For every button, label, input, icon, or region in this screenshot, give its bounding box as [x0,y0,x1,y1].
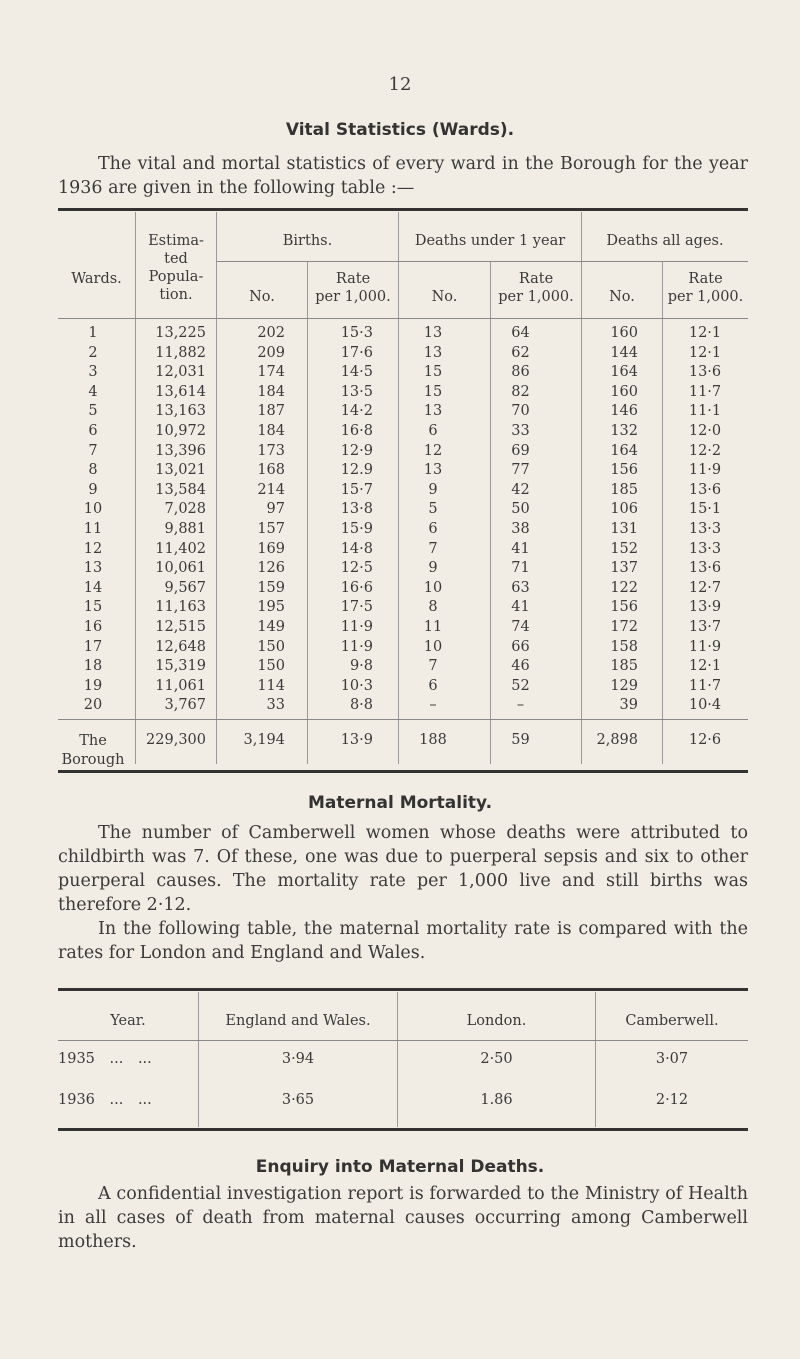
table-cell: 33 [511,423,530,439]
table-cell: 6 [428,423,438,439]
section-title-enquiry: Enquiry into Maternal Deaths. [255,1157,545,1177]
table-cell: 18 [83,658,103,675]
table-cell: 13 [83,560,103,577]
table-cell: 11·9 [688,462,722,479]
header-wards: Wards. [71,271,122,287]
table-cell: 15 [83,599,103,616]
table-cell: 172 [610,619,638,635]
table-cell: 160 [610,383,638,400]
table-cell: 7 [428,658,438,675]
table-cell: 150 [257,658,285,675]
table-cell: 15,319 [155,658,206,675]
table-cell: 184 [257,383,285,400]
table-cell: 131 [610,521,638,537]
table-cell: 14 [83,579,103,596]
table-cell: 168 [257,462,285,479]
header-births-rate: Rate per 1,000. [315,271,391,305]
table-cell: 3,767 [164,697,206,714]
table-cell: 97 [266,501,285,518]
table-cell: 10·4 [688,697,722,714]
table-bottom-rule [58,770,748,773]
section-title-vital-statistics: Vital Statistics (Wards). [285,120,515,140]
table-cell: 3 [88,364,98,381]
table-cell: 70 [511,403,530,420]
table-cell: 157 [257,521,285,537]
table-cell: 184 [257,423,285,439]
table-row [58,560,748,580]
table-cell: 173 [257,442,285,459]
table-cell: 187 [257,403,285,420]
table-row [58,345,748,365]
table-cell: 13·6 [688,560,722,577]
table-cell: 46 [511,658,530,675]
table-cell: 7 [88,442,98,459]
table-cell: 38 [511,521,530,537]
table-cell: 156 [610,462,638,479]
table-cell: 132 [610,423,638,439]
total-label: The Borough [61,733,125,768]
table-cell: 13·3 [688,540,722,557]
table-cell: 41 [511,599,530,616]
table-cell: 13,163 [155,403,206,420]
table-cell: 11·7 [688,383,722,400]
table-row-borough-total: The Borough 229,300 3,194 13·9 188 59 2,898 12·6 [58,732,748,752]
table-cell: 169 [257,540,285,557]
table-row [58,482,748,502]
table-cell: 10 [423,638,443,655]
table-cell: 12·2 [688,442,722,459]
table-row [58,462,748,482]
table-cell: 13·6 [688,364,722,381]
table-cell: 15 [423,364,443,381]
table-cell: 126 [257,560,285,577]
table-cell: 13,584 [155,481,206,498]
table-row [58,423,748,443]
table-cell: 11,402 [155,540,206,557]
table-cell: 41 [511,540,530,557]
table-cell: 12·1 [688,344,722,361]
table-cell: 11,163 [155,599,206,616]
maternal-paragraph: The number of Camberwell women whose deaths were attributed to childbirth was 7. Of these, one was due to puerperal sepsis and six to other puerperal causes. The mortality rate per 1,000 live and still births was therefore 2·12. In the following table, the maternal mortality rate is compared with the rates for London and England and Wales. [58,823,748,963]
table-cell: 13·9 [688,599,722,616]
table-cell: 50 [511,501,530,518]
table-cell: 13,225 [155,325,206,341]
table-cell: 12·9 [340,442,373,459]
table-cell: 195 [257,599,285,616]
table-cell: 144 [610,344,638,361]
table-cell: 13·5 [340,383,373,400]
table-cell: 12,031 [155,364,206,381]
table-cell: 13 [423,403,443,420]
table-cell: 10 [83,501,103,518]
section-title-maternal-mortality: Maternal Mortality. [307,793,493,813]
table-cell: 8·8 [349,697,373,714]
table-cell: 202 [257,325,285,341]
table-cell: 106 [610,501,638,518]
enquiry-paragraph: A confidential investigation report is forwarded to the Ministry of Health in all cases of death from maternal causes occurring among Camberwell mothers. [58,1184,748,1252]
table-cell: 42 [511,481,530,498]
table-cell: 62 [511,344,530,361]
table-cell: 17·5 [340,599,373,616]
table-row [58,403,748,423]
table-cell: 150 [257,638,285,655]
header-births: Births. [282,233,333,249]
table-cell: 12,515 [155,619,206,635]
intro-paragraph: The vital and mortal statistics of every ward in the Borough for the year 1936 are given in the following table :— [58,154,748,198]
table-cell: 185 [610,658,638,675]
table-row [58,678,748,698]
table-row [58,599,748,619]
table-cell: 12,648 [155,638,206,655]
table-cell: 33 [266,697,285,714]
table-cell: 16 [83,619,103,635]
table-cell: 16·6 [340,579,373,596]
table-cell: 11 [83,521,103,537]
table-row [58,619,748,639]
table-cell: 86 [511,364,530,381]
table-cell: 11·7 [688,677,722,694]
header-infant-rate: Rate per 1,000. [498,271,574,305]
table-row [58,325,748,345]
table-cell: 6 [428,677,438,694]
table-cell: 12 [83,540,103,557]
table-cell: 82 [511,383,530,400]
table-cell: 9 [428,481,438,498]
table-row [58,443,748,463]
table-cell: 137 [610,560,638,577]
table-cell: 71 [511,560,530,577]
table-cell: 69 [511,442,530,459]
table-cell: 12·5 [340,560,373,577]
table-cell: 174 [257,364,285,381]
table-cell: 16·8 [340,423,373,439]
table-cell: 12 [423,442,443,459]
header-deaths-under-1: Deaths under 1 year [414,233,566,249]
table-cell: 160 [610,325,638,341]
table-cell: 13 [423,325,443,341]
table-cell: 9 [88,481,98,498]
table-cell: 15·9 [340,521,373,537]
table-cell: 13·7 [688,619,722,635]
table-row [58,541,748,561]
document-page: 12 Vital Statistics (Wards). The vital and mortal statistics of every ward in the Borough for the year 1936 are given in the following table :— Wards. Estima- ted Popula- tion. Births. Deaths under 1 year Deaths all ages. No. Rate per 1,000. No. Rate per 1,000. No. Rate per 1,000. 1 13,225 202 15·3 13 64 160 12·1 2 11,882 209 17·6 13 62 144 12·1 3 12,031 174 14·5 15 86 164 13·6 4 13,614 184 13·5 15 82 160 11·7 5 13,163 187 14·2 13 70 146 11·1 6 10,972 184 16·8 6 33 132 12·0 7 13,396 173 12·9 12 69 164 12·2 8 13,021 168 12.9 13 77 156 11·9 9 13,584 214 15·7 9 42 185 13·6 10 7,028 97 13·8 5 50 106 15·1 11 9,881 157 15·9 6 38 131 13·3 12 11,402 169 14·8 7 41 152 13·3 13 10,061 126 12·5 9 71 137 13·6 14 9,567 159 16·6 10 63 122 12·7 15 11,163 195 17·5 8 41 156 13·9 16 12,515 149 11·9 11 74 172 13·7 17 12,648 150 11·9 10 66 158 11·9 18 15,319 150 9·8 7 46 185 12·1 19 11,061 114 10·3 6 52 129 11·7 20 3,767 33 8·8 – – 39 10·4 The Borough 229,300 3,194 13·9 188 59 2,898 12·6 Maternal Mortality. The number of Camberwell women whose deaths were attributed to childbirth was 7. Of these, one was due to puerperal sepsis and six to other puerperal causes. The mortality rate per 1,000 live and still births was therefore 2·12. In the following table, the maternal mortality rate is compared with the rates for London and England and Wales. Year. England and Wales. London. Camberwell. 1935 ... ... 3·94 2·50 3·07 1936 ... ... 3·65 1.86 2·12 Enquiry into Maternal Deaths. A confidential investigation report is forwarded to the Ministry of Health in all cases of death from maternal causes occurring among Camberwell mothers. [0,0,800,1359]
table-cell: 158 [610,638,638,655]
table-cell: 64 [511,325,530,341]
table-cell: 12·0 [688,423,722,439]
table-cell: – [429,697,437,714]
table-row [58,697,748,717]
header-population: Estima- ted Popula- tion. [148,233,204,303]
header-year: Year. [110,1013,146,1029]
table-cell: 74 [511,619,530,635]
table-top-rule [58,208,748,211]
header-births-no: No. [249,289,275,305]
table-cell: 114 [257,677,285,694]
header-all-no: No. [609,289,635,305]
table-row [58,364,748,384]
header-camberwell: Camberwell. [625,1013,719,1029]
table-cell: 214 [257,481,285,498]
table-cell: 15·1 [688,501,722,518]
table-cell: – [516,697,525,714]
table-cell: 164 [610,364,638,381]
table-cell: 14·8 [340,540,373,557]
header-infant-no: No. [431,289,458,305]
table-cell: 15·3 [340,325,373,341]
table-row [58,501,748,521]
table-cell: 11,061 [155,677,206,694]
table-cell: 12·1 [688,658,722,675]
table-cell: 13,021 [155,462,206,479]
table-cell: 8 [88,462,98,479]
table-cell: 11 [423,619,443,635]
table-cell: 13,396 [155,442,206,459]
table-cell: 13 [423,462,443,479]
table-cell: 146 [610,403,638,420]
table-cell: 7 [428,540,438,557]
table-cell: 20 [83,697,103,714]
header-all-rate: Rate per 1,000. [667,271,744,305]
table-cell: 9,567 [164,579,206,596]
table-cell: 164 [610,442,638,459]
table-row [58,580,748,600]
table-cell: 129 [610,677,638,694]
table-cell: 4 [88,383,98,400]
table-cell: 52 [511,677,530,694]
table-cell: 15·7 [340,481,373,498]
table-cell: 10·3 [340,677,373,694]
table-cell: 17 [83,638,103,655]
table-cell: 5 [428,501,438,518]
table-cell: 12·7 [688,579,722,596]
table-cell: 1 [88,325,98,341]
table-row [58,384,748,404]
table-cell: 11·9 [340,619,373,635]
table-cell: 63 [511,579,530,596]
table-cell: 17·6 [340,344,373,361]
table-cell: 152 [610,540,638,557]
table-cell: 77 [511,462,530,479]
table-cell: 9,881 [164,521,206,537]
table-cell: 159 [257,579,285,596]
table-cell: 12·1 [688,325,722,341]
header-deaths-all-ages: Deaths all ages. [606,233,724,249]
table-cell: 15 [423,383,443,400]
table-cell: 10,972 [155,423,206,439]
table-cell: 39 [619,697,638,714]
table-cell: 11·1 [688,403,722,420]
table-cell: 12.9 [340,462,373,479]
table-cell: 11,882 [155,344,206,361]
table-cell: 8 [428,599,438,616]
table-cell: 10 [423,579,443,596]
table-row [58,639,748,659]
table-cell: 19 [83,677,103,694]
table-cell: 2 [88,344,98,361]
table-cell: 6 [88,423,98,439]
header-england-wales: England and Wales. [225,1013,371,1029]
table-cell: 14·2 [340,403,373,420]
table-cell: 209 [257,344,285,361]
table-cell: 122 [610,579,638,596]
table-cell: 14·5 [340,364,373,381]
page-number: 12 [388,74,412,95]
table-cell: 185 [610,481,638,498]
table-cell: 9 [428,560,438,577]
table-cell: 149 [257,619,285,635]
table-cell: 7,028 [164,501,206,518]
table-cell: 5 [88,403,98,420]
table-cell: 156 [610,599,638,616]
table-cell: 11·9 [340,638,373,655]
table-cell: 13·8 [340,501,373,518]
table-row [58,521,748,541]
table-cell: 66 [511,638,530,655]
table-cell: 6 [428,521,438,537]
table-cell: 13 [423,344,443,361]
header-london: London. [466,1013,527,1029]
table-cell: 13,614 [155,383,206,400]
table-cell: 11·9 [688,638,722,655]
table-row [58,658,748,678]
table-cell: 10,061 [155,560,206,577]
table-cell: 13·6 [688,481,722,498]
table-cell: 13·3 [688,521,722,537]
table-cell: 9·8 [349,658,373,675]
